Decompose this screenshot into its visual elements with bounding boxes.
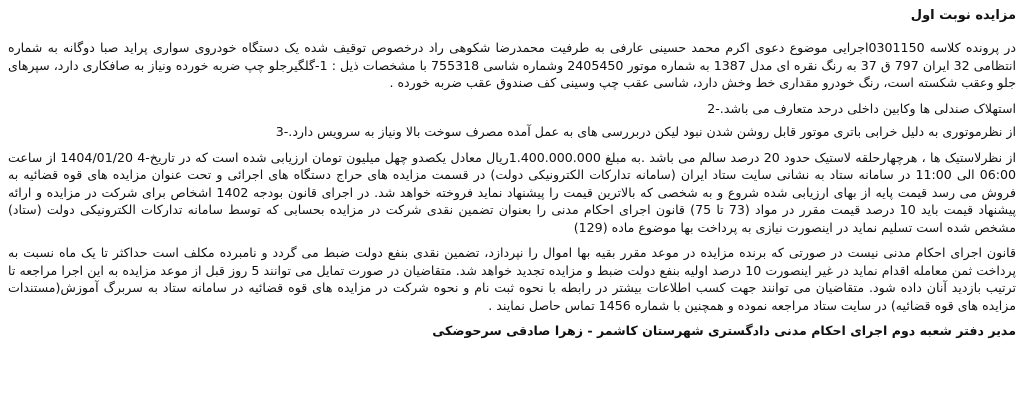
- paragraph-engine-condition: از نظرموتوری به دلیل خرابی باتری موتور قابل روشن شدن نبود لیکن دربررسی های به عمل آمده مصرف سوخت بالا ونیاز به سرویس دارد.-3: [275, 124, 1016, 139]
- paragraph-interior-condition: استهلاک صندلی ها وکابین داخلی درحد متعارف می باشد.-2: [707, 100, 1016, 116]
- notice-title: مزایده نوبت اول: [910, 8, 1016, 23]
- signature-line: مدیر دفتر شعبه دوم اجرای احکام مدنی دادگستری شهرستان کاشمر - زهرا صادقی سرحوضکی: [432, 323, 1016, 338]
- paragraph-payment-terms: قانون اجرای احکام مدنی نیست در صورتی که برنده مزایده در موعد مقرر بقیه بها اموال را نپردازد، تضمین نقدی بنفع دولت ضبط می گردد و نامبرده مکلف است حداکثر تا یک ماه نسبت به پرداخت ثمن معامله اقدام نماید در غیر اینصورت 10 درصد اولیه بنفع دولت ضبط و مزایده تجدید خواهد شد. متقاضیان در صورت تمایل می توانند 5 روز قبل از موعد مزایده به این اجرا مراجعه تا ترتیب بازدید آنان داده شود. متقاضیان می توانند جهت کسب اطلاعات بیشتر در رابطه با نحوه ثبت نام و نحوه شرکت در مزایده های قوه قضائیه در سامانه ستاد به سربرگ آموزش(مستندات مزایده های قوه قضائیه) در سایت ستاد مراجعه نموده و همچنین با شماره 1456 تماس حاصل نمایند .: [8, 245, 1016, 313]
- paragraph-tires-and-auction-terms: از نظرلاستیک ها ، هرچهارحلقه لاستیک حدود 20 درصد سالم می باشد .به مبلغ 1.400.000.000ریال معادل یکصدو چهل میلیون تومان ارزیابی شده است که در تاریخ-4 1404/01/20 از ساعت 06:00 الی 11:00 در سامانه ستاد به نشانی سایت ستاد ایران (سامانه تدارکات الکترونیکی دولت) در قسمت مزایده های حراج دستگاه های اجرائی و تحت عنوان مزایده های قوه قضائیه به فروش می رسد قیمت پایه از بهای ارزیابی شده شروع و به شخصی که بالاترین قیمت را پیشنهاد نماید فروخته خواهد شد. در اجرای قانون بودجه 1402 اشخاص برای شرکت در مزایده و ارائه پیشنهاد قیمت باید 10 درصد قیمت مقرر در مواد (73 تا 75) قانون اجرای احکام مدنی را بعنوان تضمین نقدی شرکت در مزایده بحسابی که توسط سامانه تدارکات الکترونیکی دولت (ستاد) مشخص شده است تسلیم نماید در اینصورت نیازی به پرداخت بها موضوع ماده (129): [8, 149, 1016, 235]
- paragraph-case-description: در پرونده کلاسه 0301150اجرایی موضوع دعوی اکرم محمد حسینی عارفی به طرفیت محمدرضا شکوهی راد درخصوص توقیف شده یک دستگاه خودروی سواری پراید صبا دوگانه به شماره انتظامی 32 ایران 797 ق 37 به رنگ نقره ای مدل 1387 به شماره موتور 2405450 وشماره شاسی 755318 با مشخصات ذیل : 1-گلگیرجلو چپ ضربه خورده ونیاز به صافکاری دارد، سپرهای جلو وعقب شکسته است، رنگ خودرو مقداری خط وخش دارد، شاسی عقب چپ وسینی کف صندوق عقب ضربه خورده .: [8, 40, 1017, 90]
